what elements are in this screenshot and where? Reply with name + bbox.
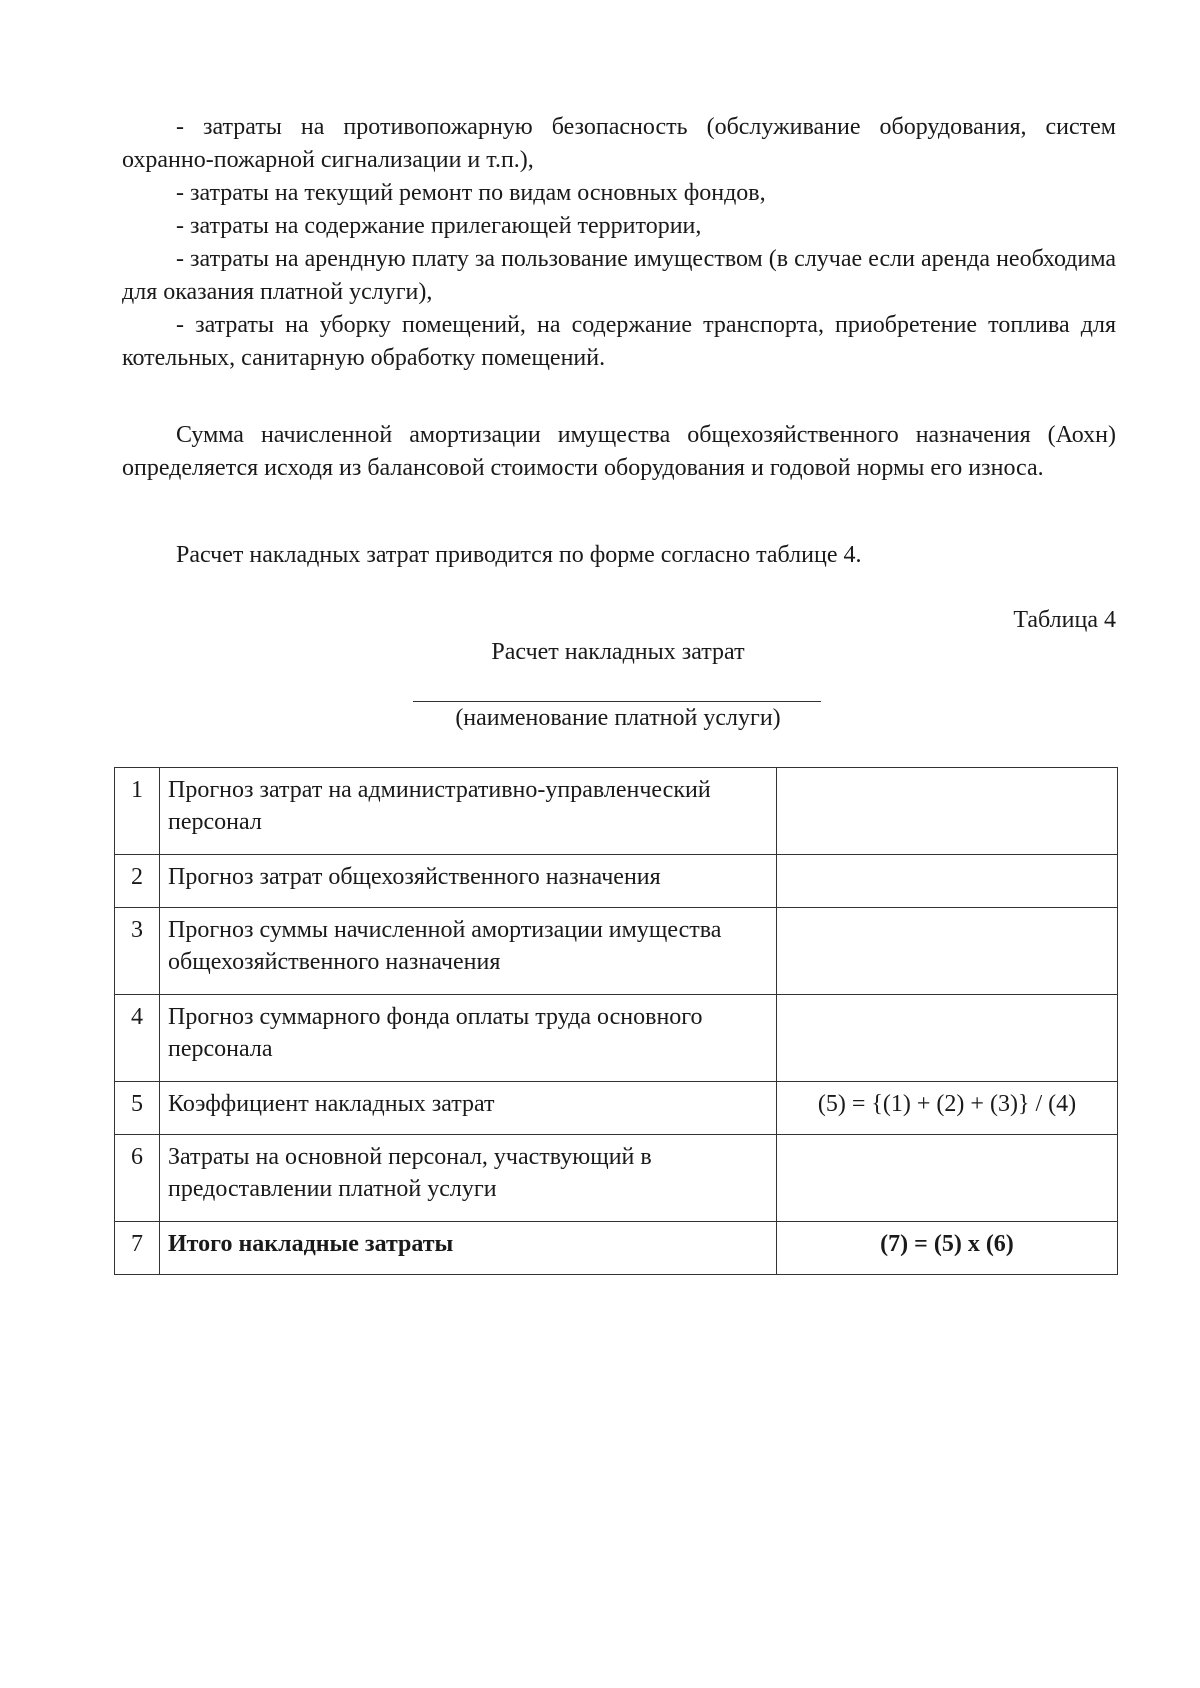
row-number: 7 bbox=[115, 1222, 160, 1275]
amortization-section bbox=[122, 419, 1116, 485]
row-number: 4 bbox=[115, 995, 160, 1082]
list-item: - затраты на уборку помещений, на содержание транспорта, приобретение топлива для котельных, санитарную обработку помещений. bbox=[122, 312, 1116, 371]
table-row bbox=[115, 1135, 1118, 1222]
row-number: 3 bbox=[115, 908, 160, 995]
list-item: - затраты на содержание прилегающей территории, bbox=[176, 213, 702, 239]
row-description: Коэффициент накладных затрат bbox=[160, 1082, 777, 1135]
overhead-cost-table bbox=[114, 767, 1118, 1275]
table-row bbox=[115, 768, 1118, 855]
row-value: (7) = (5) x (6) bbox=[777, 1222, 1118, 1275]
row-value bbox=[777, 908, 1118, 995]
list-item: - затраты на текущий ремонт по видам основных фондов, bbox=[176, 180, 766, 206]
row-value bbox=[777, 1135, 1118, 1222]
row-number: 1 bbox=[115, 768, 160, 855]
table-reference: Расчет накладных затрат приводится по форме согласно таблице 4. bbox=[176, 542, 862, 568]
row-value bbox=[777, 768, 1118, 855]
row-number: 6 bbox=[115, 1135, 160, 1222]
table-row bbox=[115, 1222, 1118, 1275]
list-item: - затраты на противопожарную безопасность (обслуживание оборудования, систем охранно-пожарной сигнализации и т.п.), bbox=[122, 114, 1116, 173]
row-number: 2 bbox=[115, 855, 160, 908]
list-item: - затраты на арендную плату за пользование имуществом (в случае если аренда необходима для оказания платной услуги), bbox=[122, 246, 1116, 305]
row-description: Прогноз суммы начисленной амортизации имущества общехозяйственного назначения bbox=[160, 908, 777, 995]
row-description: Затраты на основной персонал, участвующий в предоставлении платной услуги bbox=[160, 1135, 777, 1222]
row-value: (5) = {(1) + (2) + (3)} / (4) bbox=[777, 1082, 1118, 1135]
row-description: Прогноз суммарного фонда оплаты труда основного персонала bbox=[160, 995, 777, 1082]
row-description: Прогноз затрат общехозяйственного назначения bbox=[160, 855, 777, 908]
table-label: Таблица 4 bbox=[1013, 607, 1116, 633]
row-value bbox=[777, 995, 1118, 1082]
table-row bbox=[115, 995, 1118, 1082]
row-description: Прогноз затрат на административно-управленческий персонал bbox=[160, 768, 777, 855]
row-value bbox=[777, 855, 1118, 908]
table-row bbox=[115, 855, 1118, 908]
row-number: 5 bbox=[115, 1082, 160, 1135]
cost-list bbox=[122, 111, 1116, 375]
table-title: Расчет накладных затрат bbox=[491, 639, 745, 665]
row-description: Итого накладные затраты bbox=[160, 1222, 777, 1275]
service-name-caption: (наименование платной услуги) bbox=[455, 705, 781, 731]
table-row bbox=[115, 908, 1118, 995]
amortization-paragraph: Сумма начисленной амортизации имущества общехозяйственного назначения (Аохн) определяется исходя из балансовой стоимости оборудования и годовой нормы его износа. bbox=[122, 422, 1116, 481]
table-row bbox=[115, 1082, 1118, 1135]
